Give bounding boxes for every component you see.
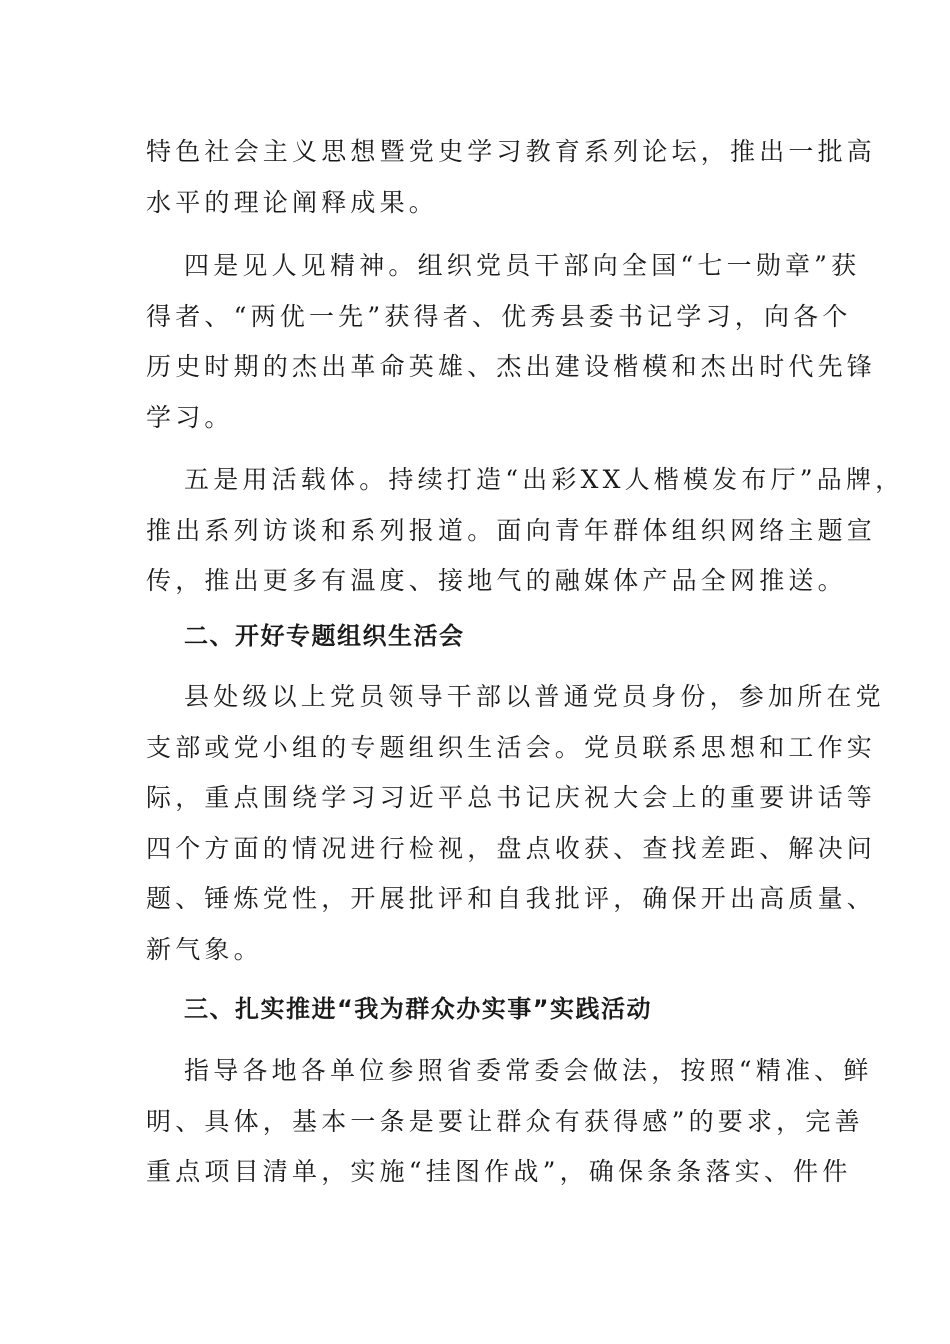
- paragraph-section-three: [146, 1046, 873, 1198]
- paragraph-line: 特色社会主义思想暨党史学习教育系列论坛，推出一批高: [146, 137, 877, 166]
- paragraph-line: 际，重点围绕学习习近平总书记庆祝大会上的重要讲话等: [146, 783, 877, 812]
- paragraph-line: 四个方面的情况进行检视，盘点收获、查找差距、解决问: [146, 833, 877, 863]
- paragraph-section-two: [146, 672, 885, 975]
- paragraph-line: 指导各地各单位参照省委常委会做法，按照“精准、鲜: [184, 1056, 873, 1085]
- paragraph-line: 推出系列访谈和系列报道。面向青年群体组织网络主题宣: [146, 515, 877, 545]
- paragraph-line: 新气象。: [146, 934, 263, 964]
- paragraph-line: 题、锤炼党性，开展批评和自我批评，确保开出高质量、: [146, 884, 877, 913]
- paragraph-line: 明、具体，基本一条是要让群众有获得感”的要求，完善: [146, 1106, 864, 1136]
- paragraph-line: 学习。: [146, 402, 234, 432]
- paragraph-four: [146, 241, 877, 443]
- paragraph-line: 县处级以上党员领导干部以普通党员身份，参加所在党: [184, 682, 885, 711]
- paragraph-line: 重点项目清单，实施“挂图作战”，确保条条落实、件件: [146, 1157, 852, 1186]
- paragraph-line: 五是用活载体。持续打造“出彩XX人楷模发布厅”品牌，: [184, 465, 905, 494]
- section-heading-two: 二、开好专题组织生活会: [184, 622, 465, 650]
- paragraph-line: 四是见人见精神。组织党员干部向全国“七一勋章”获: [184, 251, 861, 280]
- section-heading-three: 三、扎实推进“我为群众办实事”实践活动: [184, 995, 653, 1023]
- paragraph-line: 得者、“两优一先”获得者、优秀县委书记学习，向各个: [146, 301, 852, 331]
- paragraph-line: 支部或党小组的专题组织生活会。党员联系思想和工作实: [146, 732, 877, 762]
- paragraph-line: 水平的理论阐释成果。: [146, 187, 439, 217]
- paragraph-five: [146, 455, 905, 607]
- paragraph-line: 传，推出更多有温度、接地气的融媒体产品全网推送。: [146, 566, 847, 595]
- paragraph-continuation: [146, 127, 877, 228]
- paragraph-line: 历史时期的杰出革命英雄、杰出建设楷模和杰出时代先锋: [146, 352, 877, 381]
